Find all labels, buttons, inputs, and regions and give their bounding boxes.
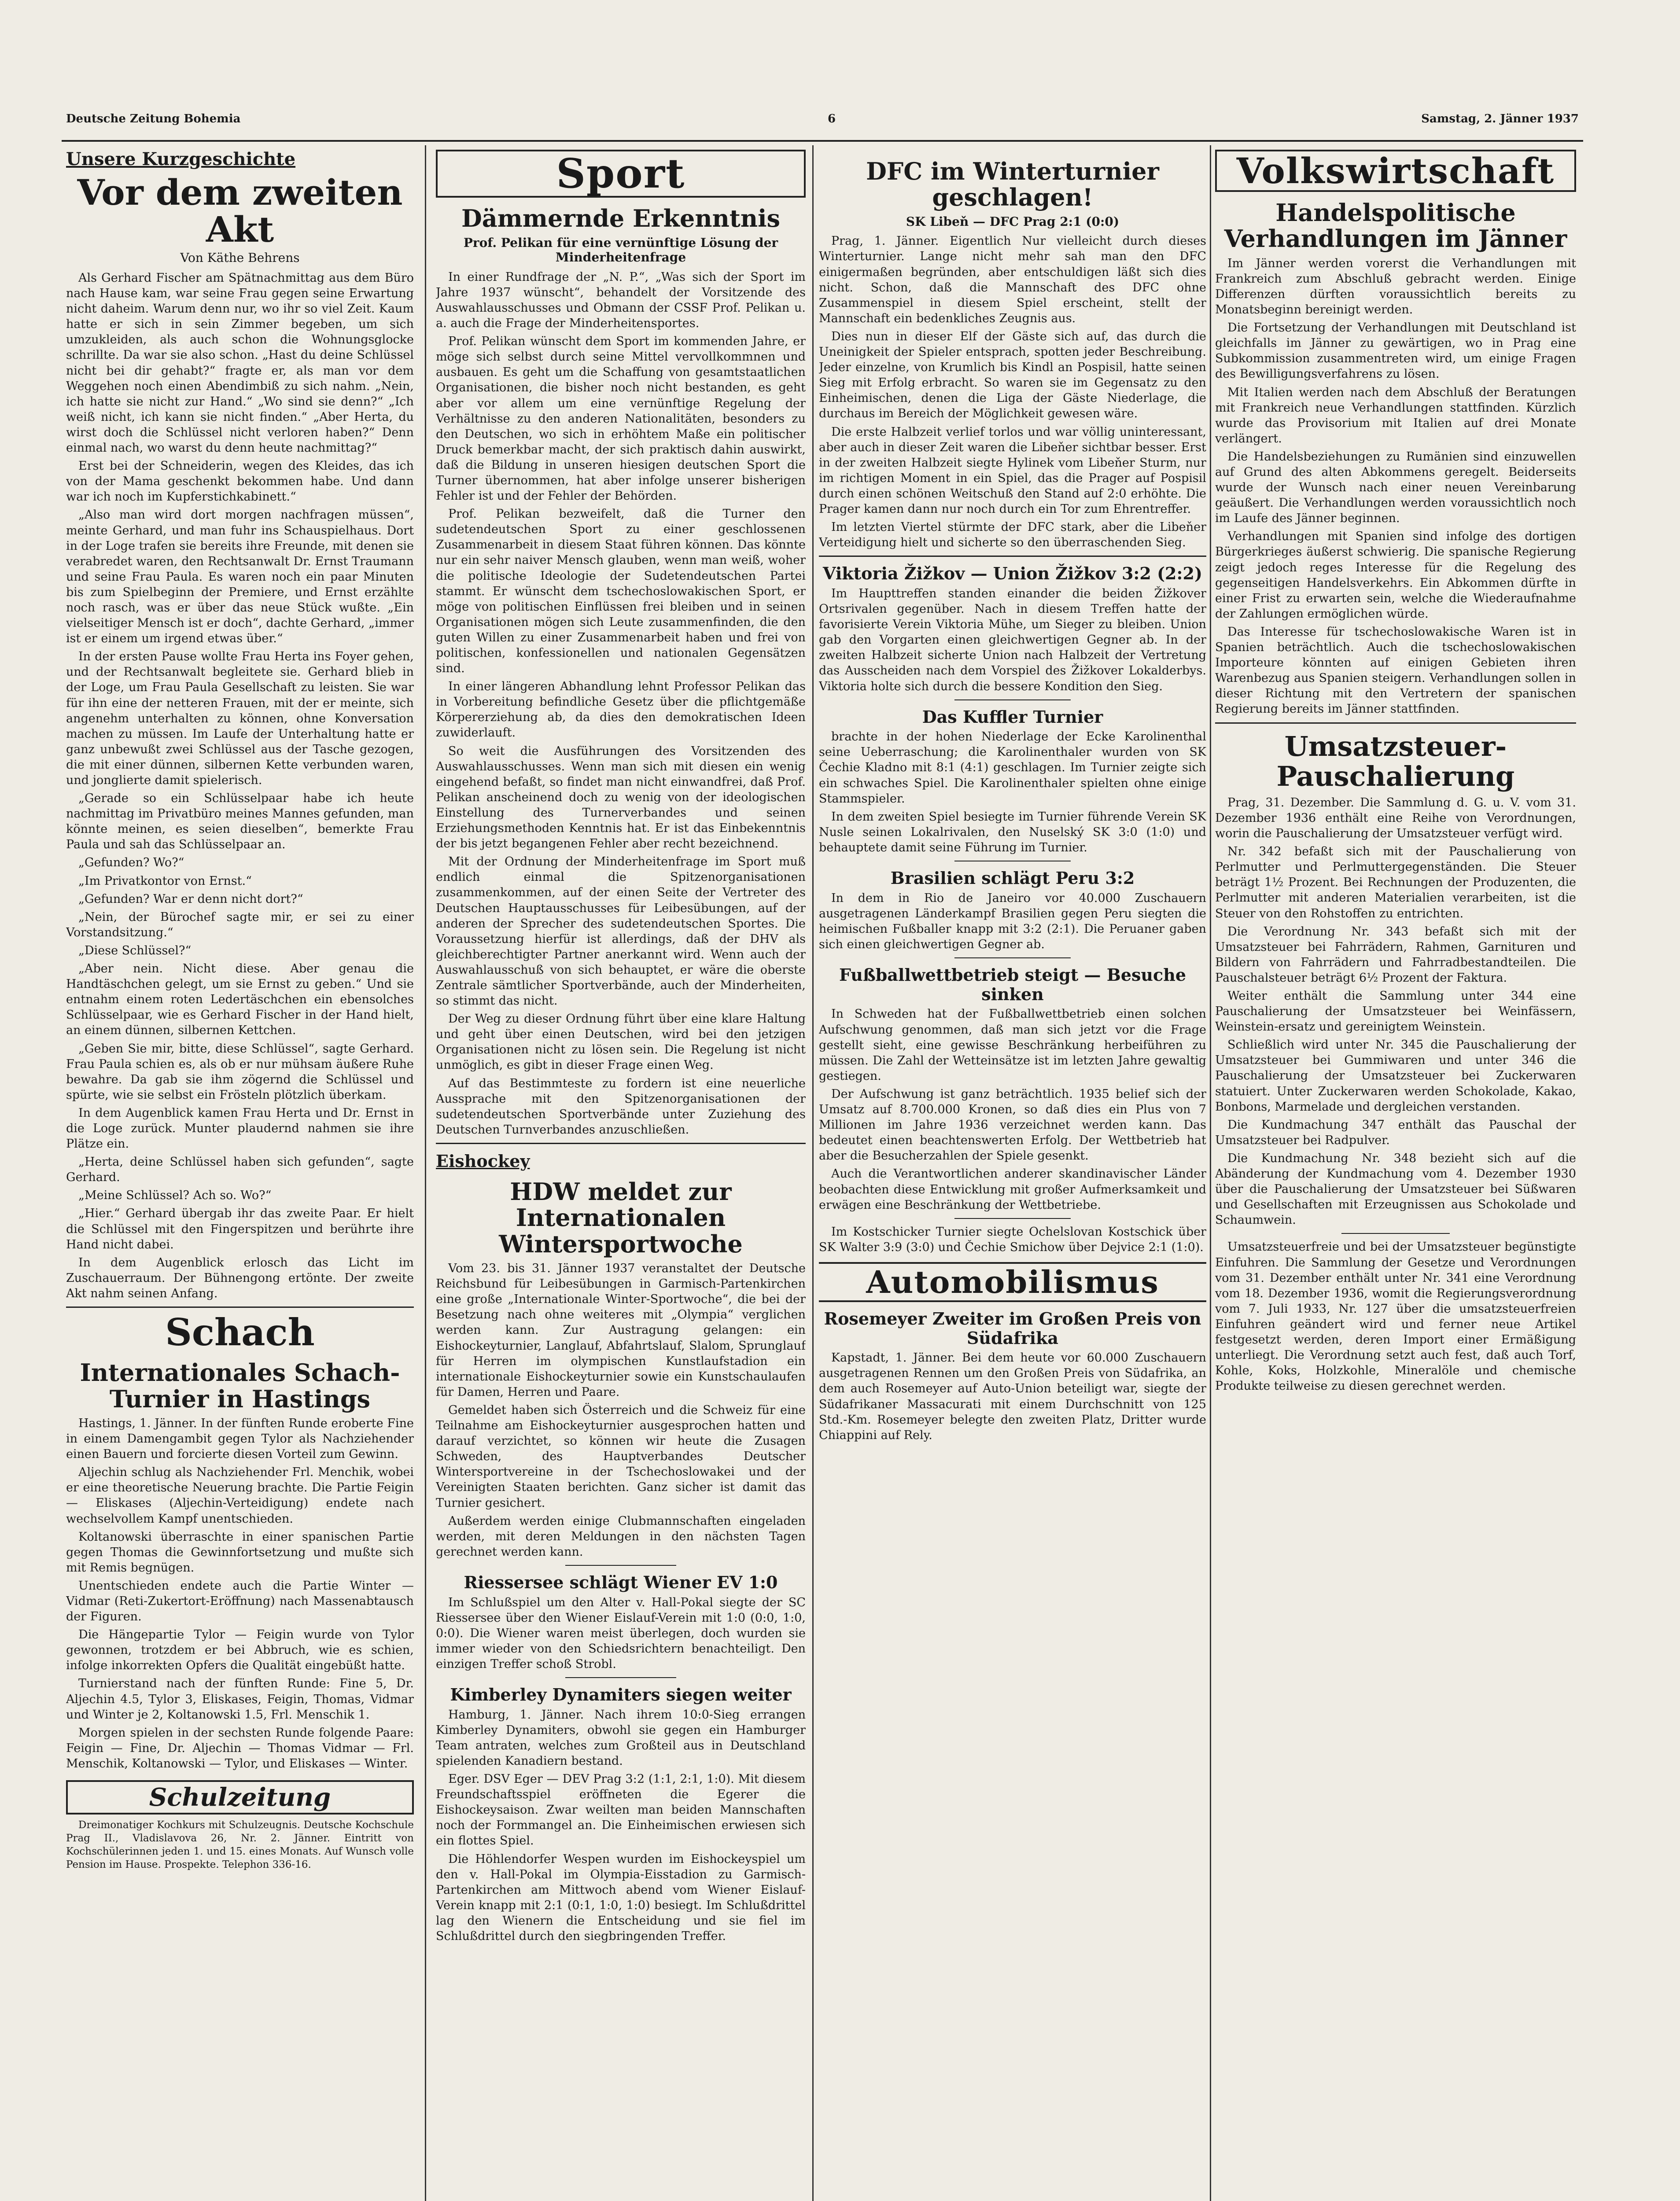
story-paragraph: In der ersten Pause wollte Frau Herta ins Foyer gehen, und der Rechtsanwalt begleitete sie. Gerhard blieb in der Loge, um Frau Paula Gesellschaft zu leisten. Sie war für ihn eine der netteren Frauen, mit der er meinte, sich angenehm unterhalten zu können, ohne Konversation machen zu müssen. Im Laufe der Unterhaltung hatte er ganz unbewußt zwei Schlüssel aus der Tasche gezogen, die mit einer dünnen, silbernen Kette verbunden waren, und jonglierte damit spielerisch.	[66, 650, 414, 787]
article-paragraph: Die Handelsbeziehungen zu Rumänien sind einzuwellen auf Grund des alten Abkommens geregelt. Beiderseits wurde der Wunsch nach einer neuen Vereinbarung geäußert. Die Verhandlungen werden voraussichtlich noch im Laufe des Jänner beginnen.	[1215, 449, 1576, 526]
header-date: Samstag, 2. Jänner 1937	[1421, 112, 1579, 125]
article-paragraph: Prof. Pelikan bezweifelt, daß die Turner den sudetendeutschen Sport zu einer geschlossenen Zusammenarbeit in diesem Staat führen können. Das könnte nur ein sehr naiver Mensch glauben, wenn man weiß, woher die politische Ideologie der Sudetendeutschen Partei stammt. Er wünscht dem tschechoslowakischen Sport, er möge von politischen Einflüssen frei bleiben und in seinen Organisationen mögen sich Leute zusammenfinden, die den guten Willen zu einer Zusammenarbeit haben und frei von politischen, konfessionellen und nationalen Gegensätzen sind.	[436, 507, 806, 676]
story-paragraph: Als Gerhard Fischer am Spätnachmittag aus dem Büro nach Hause kam, war seine Frau gegen seine Erwartung nicht daheim. Warum denn nur, wo ihr so viel Zeit. Kaum hatte er sich in sein Zimmer begeben, um sich umzukleiden, als auch schon die Wohnungsglocke schrillte. Da war sie also schon. „Hast du deine Schlüssel nicht bei dir gehabt?“ fragte er, als man vor dem Weggehen noch einen Abendimbiß zu sich nahm. „Nein, ich hatte sie nicht zur Hand.“ „Wo sind sie denn?“ „Ich weiß nicht, ich kann sie nicht finden.“ „Aber Herta, du wirst doch die Schlüssel nicht verloren haben?“ Denn einmal nach, wo warst du denn heute nachmittag?“	[66, 271, 414, 455]
divider	[954, 699, 1071, 700]
article-paragraph: So weit die Ausführungen des Vorsitzenden des Auswahlausschusses. Wenn man sich mit diesen ein wenig eingehend befaßt, so findet man nicht einwandfrei, daß Prof. Pelikan anscheinend doch zu wenig von der ideologischen Einstellung des Turnerverbandes und seinen Erziehungsmethoden Kenntnis hat. Er ist das Einbekenntnis der bis jetzt begangenen Fehler aber recht bezeichnend.	[436, 744, 806, 851]
column-sport-1	[436, 145, 806, 2201]
chess-paragraph: Morgen spielen in der sechsten Runde folgende Paare: Feigin — Fine, Dr. Aljechin — Thomas Vidmar — Frl. Menschik, Koltanowski — Tylor, und Eliskases — Winter.	[66, 1726, 414, 1770]
article-paragraph: Umsatzsteuerfreie und bei der Umsatzsteuer begünstigte Einfuhren. Die Sammlung der Gesetze und Verordnungen vom 31. Dezember enthält unter Nr. 341 eine Verordnung vom 18. Dezember 1936, womit die Regierungsverordnung vom 7. Juli 1933, Nr. 127 über die umsatzsteuerfreien Einfuhren geändert wird und ferner neue Artikel festgesetzt werden, deren Import einer Ermäßigung unterliegt. Die Verordnung setzt auch fest, daß auch Torf, Kohle, Koks, Holzkohle, Mineralöle und chemische Produkte teilweise zu diesen gerechnet werden.	[1215, 1240, 1576, 1393]
article-paragraph: Die Kundmachung Nr. 348 bezieht sich auf die Abänderung der Kundmachung vom 4. Dezember 1930 über die Pauschalierung der Umsatzsteuer bei Süßwaren und Gesellschaften mit Erzeugnissen aus Schokolade und Schaumwein.	[1215, 1151, 1576, 1227]
article-paragraph: Im Jänner werden vorerst die Verhandlungen mit Frankreich zum Abschluß gebracht werden. Einige Differenzen dürften voraussichtlich bereits zu Monatsbeginn bereinigt werden.	[1215, 256, 1576, 317]
story-byline: Von Käthe Behrens	[180, 250, 300, 265]
article-paragraph: Vom 23. bis 31. Jänner 1937 veranstaltet der Deutsche Reichsbund für Leibesübungen in Garmisch-Partenkirchen eine große „Internationale Winter-Sportwoche“, die bei der Besetzung nach ohne weiteres mit „Olympia“ verglichen werden kann. Zur Austragung gelangen: ein Eishockeyturnier, Langlauf, Abfahrtslauf, Slalom, Sprunglauf für Herren im olympischen Kunstlaufstadion ein internationale Eishockeyturnier sowie ein Kunstschaulaufen für Damen, Herren und Paare.	[436, 1262, 806, 1399]
article-paragraph: In einer längeren Abhandlung lehnt Professor Pelikan das in Vorbereitung befindliche Gesetz über die pflichtgemäße Körpererziehung ab, da dies den demokratischen Ideen zuwiderlauft.	[436, 680, 806, 740]
column-sport-2	[819, 145, 1206, 2201]
story-paragraph: Erst bei der Schneiderin, wegen des Kleides, das ich von der Mama geschenkt bekommen habe. Und dann war ich noch im Kupferstichkabinett.“	[66, 459, 414, 504]
article-paragraph: Die erste Halbzeit verlief torlos und war völlig uninteressant, aber auch in dieser Zeit waren die Libeňer sichtbar besser. Erst in der zweiten Halbzeit siegte Hylinek vom Libeňer Sturm, nur im richtigen Moment in ein Spiel, das die Prager auf Pospisil durch einen schönen Weitschuß den Stand auf 2:0 erhöhte. Die Prager kamen dann nur noch durch ein Tor zum Ehrentreffer.	[819, 425, 1206, 516]
article-paragraph: Im Kostschicker Turnier siegte Ochelslovan Kostschick über SK Walter 3:9 (3:0) und Čechie Smichow über Dejvice 2:1 (1:0).	[819, 1225, 1206, 1254]
article-paragraph: Hamburg, 1. Jänner. Nach ihrem 10:0-Sieg errangen Kimberley Dynamiters, obwohl sie gegen ein Hamburger Team antraten, welches zum Großteil aus in Deutschland spielenden Kanadiern bestand.	[436, 1708, 806, 1768]
article-title: Kimberley Dynamiters siegen weiter	[450, 1685, 792, 1705]
article-paragraph: In dem zweiten Spiel besiegte im Turnier führende Verein SK Nusle seinen Lokalrivalen, den Nuselský SK 3:0 (1:0) und behauptete damit seine Führung im Turnier.	[819, 810, 1206, 854]
article-paragraph: Im letzten Viertel stürmte der DFC stark, aber die Libeňer Verteidigung hielt und sicherte so den überraschenden Sieg.	[819, 520, 1206, 550]
ice-hockey-kicker: Eishockey	[436, 1151, 530, 1171]
article-subtitle: SK Libeň — DFC Prag 2:1 (0:0)	[906, 214, 1120, 229]
section-divider	[819, 556, 1206, 557]
chess-paragraph: Koltanowski überraschte in einer spanischen Partie gegen Thomas die Gewinnfortsetzung und mußte sich mit Remis begnügen.	[66, 1530, 414, 1575]
sport-section-heading: Sport	[436, 150, 806, 198]
article-paragraph: Weiter enthält die Sammlung unter 344 eine Pauschalierung der Umsatzsteuer bei Weinfässern, Weinstein-ersatz und gereinigtem Weinstein.	[1215, 989, 1576, 1034]
article-paragraph: Prag, 31. Dezember. Die Sammlung d. G. u. V. vom 31. Dezember 1936 enthält eine Reihe von Verordnungen, worin die Pauschalierung der Umsatzsteuer verfügt wird.	[1215, 795, 1576, 841]
header-page-number: 6	[828, 112, 836, 125]
story-paragraph: „Gerade so ein Schlüsselpaar habe ich heute nachmittag im Privatbüro meines Mannes gefunden, man könnte meinen, es seien dieselben“, bemerkte Frau Paula und sah das Schlüsselpaar an.	[66, 791, 414, 852]
header-rule	[62, 140, 1583, 142]
story-title: Vor dem zweiten Akt	[77, 172, 403, 250]
article-title: Riessersee schlägt Wiener EV 1:0	[464, 1572, 778, 1592]
article-paragraph: Mit Italien werden nach dem Abschluß der Beratungen mit Frankreich neue Verhandlungen stattfinden. Kürzlich wurde das Provisorium mit Italien auf drei Monate verlängert.	[1215, 385, 1576, 445]
article-paragraph: Das Interesse für tschechoslowakische Waren ist in Spanien beträchtlich. Auch die tschechoslowakischen Importeure könnten auf einigen Gebieten ihren Warenbezug aus Spanien steigern. Verhandlungen sollen in dieser Richtung mit den Vertretern der spanischen Regierung bereits im Jänner stattfinden.	[1215, 625, 1576, 716]
article-paragraph: brachte in der hohen Niederlage der Ecke Karolinenthal seine Ueberraschung; die Karolinenthaler wurden von SK Čechie Kladno mit 8:1 (4:1) geschlagen. Im Turnier zeigte sich ein schwaches Spiel. Die Karolinenthaler spielten ohne einige Stammspieler.	[819, 730, 1206, 806]
chess-section-heading: Schach	[165, 1310, 315, 1354]
running-header	[66, 112, 1579, 130]
article-title: Umsatzsteuer-Pauschalierung	[1276, 730, 1515, 792]
story-paragraph: „Meine Schlüssel? Ach so. Wo?“	[78, 1189, 272, 1203]
article-paragraph: In einer Rundfrage der „N. P.“, „Was sich der Sport im Jahre 1937 wünscht“, behandelt der Vorsitzende des Auswahlausschusses und Obmann der CSSF Prof. Pelikan u. a. auch die Frage der Minderheitensportes.	[436, 270, 806, 331]
chess-paragraph: Hastings, 1. Jänner. In der fünften Runde eroberte Fine in einem Damengambit gegen Tylor als Nachziehender einen Bauern und forcierte diesen Vorteil zum Gewinn.	[66, 1416, 414, 1461]
school-notice: Dreimonatiger Kochkurs mit Schulzeugnis. Deutsche Kochschule Prag II., Vladislavova 26, Nr. 2. Jänner. Eintritt von Kochschülerinnen jeden 1. und 15. eines Monats. Auf Wunsch volle Pension im Hause. Prospekte. Telephon 336-16.	[66, 1819, 414, 1870]
story-paragraph: „Nein, der Bürochef sagte mir, er sei zu einer Vorstandsitzung.“	[66, 910, 414, 939]
column-story	[66, 145, 414, 2201]
chess-title: Internationales Schach-Turnier in Hastings	[80, 1358, 400, 1413]
article-title: Viktoria Žižkov — Union Žižkov 3:2 (2:2)	[823, 563, 1202, 584]
article-subtitle: Prof. Pelikan für eine vernünftige Lösung der Minderheitenfrage	[463, 235, 778, 265]
column-rule	[812, 145, 814, 2201]
article-paragraph: Mit der Ordnung der Minderheitenfrage im Sport muß endlich einmal die Spitzenorganisationen zusammenkommen, auf der einen Seite der Vertreter des Deutschen Hauptausschusses für Leibesübungen, auf der anderen der Sprecher des sudetendeutschen Sportes. Die Voraussetzung hierfür ist allerdings, daß der DHV als gleichberechtigter Partner anerkannt wird. Wenn auch der Auswahlausschuß von sich behauptet, er wäre die oberste Zentrale sämtlicher Sportverbände, auch der Minderheiten, so stimmt das nicht.	[436, 855, 806, 1008]
story-paragraph: In dem Augenblick kamen Frau Herta und Dr. Ernst in die Loge zurück. Munter plaudernd nahmen sie ihre Plätze ein.	[66, 1106, 414, 1151]
article-paragraph: Gemeldet haben sich Österreich und die Schweiz für eine Teilnahme am Eishockeyturnier ausgesprochen hatten und darauf verzichtet, so können wir heute die Zusagen Schweden, des Hauptverbandes Deutscher Wintersportvereine in der Tschechoslowakei und der Vereinigten Staaten berichten. Ganz sicher ist damit das Turnier gesichert.	[436, 1403, 806, 1510]
article-title: HDW meldet zur Internationalen Wintersportwoche	[499, 1177, 743, 1258]
story-paragraph: „Herta, deine Schlüssel haben sich gefunden“, sagte Gerhard.	[66, 1155, 414, 1185]
article-paragraph: Prag, 1. Jänner. Eigentlich Nur vielleicht durch dieses Winterturnier. Lange nicht mehr sah man den DFC einigermaßen begründen, aber entschuldigen läßt sich dies nicht. Schon, daß die Mannschaft des DFC ohne Zusammenspiel in diesem Spiel erscheint, stellt der Mannschaft ein bedenkliches Zeugnis aus.	[819, 234, 1206, 325]
article-paragraph: Nr. 342 befaßt sich mit der Pauschalierung von Perlmutter und Perlmuttergegenständen. Die Steuer beträgt 1½ Prozent. Bei Rechnungen der Produzenten, die Perlmutter mit anderen Materialien verarbeiten, ist die Steuer von den Rohstoffen zu entrichten.	[1215, 845, 1576, 920]
divider	[1341, 1233, 1450, 1234]
chess-paragraph: Unentschieden endete auch die Partie Winter — Vidmar (Reti-Zukertort-Eröffnung) nach Massenabtausch der Figuren.	[66, 1579, 414, 1624]
article-title: Dämmernde Erkenntnis	[461, 204, 781, 233]
article-title: Das Kuffler Turnier	[922, 707, 1103, 727]
story-paragraph: „Im Privatkontor von Ernst.“	[78, 874, 252, 888]
story-paragraph: „Gefunden? War er denn nicht dort?“	[78, 892, 303, 906]
article-paragraph: Außerdem werden einige Clubmannschaften eingeladen werden, mit deren Meldungen in den nächsten Tagen gerechnet werden kann.	[436, 1514, 806, 1559]
story-paragraph: „Gefunden? Wo?“	[78, 856, 184, 870]
story-paragraph: „Aber nein. Nicht diese. Aber genau die Handtäschchen gelegt, um sie Ernst zu geben.“ Und sie entnahm einem roten Ledertäschchen ein ebensolches Schlüsselpaar, wie es Gerhard Fischer in der Hand hielt, an einem dünnen, silbernen Kettchen.	[66, 962, 414, 1038]
article-title: Handelspolitische Verhandlungen im Jänner	[1224, 199, 1567, 253]
economy-section-heading: Volkswirtschaft	[1215, 150, 1576, 192]
column-rule	[425, 145, 426, 2201]
article-paragraph: Schließlich wird unter Nr. 345 die Pauschalierung der Umsatzsteuer bei Gummiwaren und unter 346 die Pauschalierung der Umsatzsteuer bei Zuckerwaren statuiert. Unter Zuckerwaren werden Schokolade, Kakao, Bonbons, Marmelade und dergleichen verstanden.	[1215, 1038, 1576, 1114]
story-paragraph: „Also man wird dort morgen nachfragen müssen“, meinte Gerhard, und man fuhr ins Schauspielhaus. Dort in der Loge trafen sie bereits ihre Freunde, mit denen sie verabredet waren, den Rechtsanwalt Dr. Ernst Traumann und seine Frau Paula. Es waren noch ein paar Minuten bis zum Spielbeginn der Premiere, und Ernst erzählte noch rasch, was er über das neue Stück wußte. „Ein vielseitiger Mensch ist er doch“, dachte Gerhard, „immer ist er einem um irgend etwas über.“	[66, 508, 414, 646]
article-paragraph: Verhandlungen mit Spanien sind infolge des dortigen Bürgerkrieges äußerst schwierig. Die spanische Regierung zeigt jedoch reges Interesse für die Regelung des gegenseitigen Handelsverkehrs. Ein Abkommen dürfte in einer Frist zu erwarten sein, welche die Wiederaufnahme der Zahlungen ermöglichen würde.	[1215, 530, 1576, 621]
divider	[954, 957, 1071, 958]
story-paragraph: In dem Augenblick erlosch das Licht im Zuschauerraum. Der Bühnengong ertönte. Der zweite Akt nahm seinen Anfang.	[66, 1255, 414, 1300]
article-paragraph: Eger. DSV Eger — DEV Prag 3:2 (1:1, 2:1, 1:0). Mit diesem Freundschaftsspiel eröffneten die Egerer die Eishockeysaison. Zwar weilten man beiden Mannschaften noch der Formmangel an. Die Einheimischen erwiesen sich ein flottes Spiel.	[436, 1772, 806, 1848]
article-paragraph: Die Verordnung Nr. 343 befaßt sich mit der Umsatzsteuer bei Fahrrädern, Rahmen, Garnituren und Bildern von Fahrrädern und Fahrradbestandteilen. Die Pauschalsteuer beträgt 6½ Prozent der Faktura.	[1215, 924, 1576, 985]
article-paragraph: Auch die Verantwortlichen anderer skandinavischer Länder beobachten diese Entwicklung mit großer Aufmerksamkeit und erwägen eine Beschränkung der Wettbetriebe.	[819, 1167, 1206, 1212]
article-paragraph: Die Kundmachung 347 enthält das Pauschal der Umsatzsteuer bei Radpulver.	[1215, 1118, 1576, 1147]
chess-paragraph: Turnierstand nach der fünften Runde: Fine 5, Dr. Aljechin 4.5, Tylor 3, Eliskases, Feigin, Thomas, Vidmar und Winter je 2, Koltanowski 1.5, Frl. Menschik 1.	[66, 1677, 414, 1722]
article-paragraph: Im Haupttreffen standen einander die beiden Žižkover Ortsrivalen gegenüber. Nach in diesem Treffen hatte der favorisierte Verein Viktoria Mühe, um Sieger zu bleiben. Union gab den Vorgarten einen gleichwertigen Gegner ab. In der zweiten Halbzeit sicherte Union nach Halbzeit der Vertretung das Ausscheiden nach dem Vorspiel des Žižkover Lokalderbys. Viktoria holte sich durch die bessere Kondition den Sieg.	[819, 586, 1206, 693]
section-divider	[1215, 722, 1576, 724]
article-paragraph: Die Fortsetzung der Verhandlungen mit Deutschland ist gleichfalls im Jänner zu gewärtigen, wo in Prag eine Subkommission zusammentreten wird, um einige Fragen des Bewilligungsverfahrens zu lösen.	[1215, 321, 1576, 381]
article-paragraph: Kapstadt, 1. Jänner. Bei dem heute vor 60.000 Zuschauern ausgetragenen Rennen um den Großen Preis von Südafrika, an dem auch Rosemeyer auf Auto-Union beteiligt war, siegte der Südafrikaner Massacurati mit einem Durchschnitt von 125 Std.-Km. Rosemeyer belegte den zweiten Platz, Dritter wurde Chiappini auf Rely.	[819, 1351, 1206, 1442]
article-paragraph: In Schweden hat der Fußballwettbetrieb einen solchen Aufschwung genommen, daß man sich jetzt vor die Frage gestellt sieht, eine gewisse Beschränkung herbeiführen zu müssen. Die Zahl der Wetteinsätze ist im letzten Jahre gewaltig gestiegen.	[819, 1007, 1206, 1083]
story-paragraph: „Geben Sie mir, bitte, diese Schlüssel“, sagte Gerhard. Frau Paula schien es, als ob er nur mühsam äußere Ruhe bewahre. Da gab sie ihm zögernd die Schlüssel und spürte, wie sie selbst ein Frösteln plötzlich überkam.	[66, 1042, 414, 1102]
story-paragraph: „Hier.“ Gerhard übergab ihr das zweite Paar. Er hielt die Schlüssel mit den Fingerspitzen und berührte ihre Hand nicht dabei.	[66, 1207, 414, 1251]
article-title: DFC im Winterturnier geschlagen!	[866, 157, 1159, 212]
column-rule	[1210, 145, 1211, 2201]
header-paper-name: Deutsche Zeitung Bohemia	[66, 112, 241, 125]
column-economy	[1215, 145, 1576, 2201]
divider	[565, 1565, 676, 1566]
article-paragraph: Der Aufschwung ist ganz beträchtlich. 1935 belief sich der Umsatz auf 8.700.000 Kronen, so daß dies ein Plus von 7 Millionen im Jahre 1936 verzeichnet werden kann. Das bedeutet einen beachtenswerten Erfolg. Der Wettbetrieb hat aber die Besucherzahlen der Spiele gesenkt.	[819, 1087, 1206, 1163]
article-title: Rosemeyer Zweiter im Großen Preis von Südafrika	[824, 1308, 1201, 1348]
divider	[954, 1218, 1071, 1219]
school-section-heading: Schulzeitung	[66, 1780, 414, 1815]
story-paragraph: „Diese Schlüssel?“	[78, 943, 192, 957]
article-paragraph: Auf das Bestimmteste zu fordern ist eine neuerliche Aussprache mit den Spitzenorganisationen der sudetendeutschen Sportverbände unter Zuziehung des Deutschen Turnverbandes anzuschließen.	[436, 1076, 806, 1137]
article-paragraph: Die Höhlendorfer Wespen wurden im Eishockeyspiel um den v. Hall-Pokal im Olympia-Eisstadion zu Garmisch-Partenkirchen am Mittwoch abend vom Wiener Eislauf-Verein knapp mit 2:1 (0:1, 1:0, 1:0) besiegt. Im Schlußdrittel lag den Wienern die Entscheidung und sie fiel im Schlußdrittel durch den siegbringenden Treffer.	[436, 1852, 806, 1943]
article-title: Brasilien schlägt Peru 3:2	[890, 868, 1135, 888]
story-kicker: Unsere Kurzgeschichte	[66, 149, 296, 169]
article-paragraph: In dem in Rio de Janeiro vor 40.000 Zuschauern ausgetragenen Länderkampf Brasilien gegen Peru siegten die heimischen Fußballer knapp mit 3:2 (2:1). Die Peruaner gaben sich einen gleichwertigen Gegner ab.	[819, 891, 1206, 951]
divider	[565, 1677, 676, 1678]
article-paragraph: Im Schlußspiel um den Alter v. Hall-Pokal siegte der SC Riessersee über den Wiener Eislauf-Verein mit 1:0 (0:0, 1:0, 0:0). Die Wiener waren meist überlegen, doch wurden sie immer wieder von den Schiedsrichtern benachteiligt. Den einzigen Treffer schoß Strobl.	[436, 1595, 806, 1671]
section-divider	[66, 1307, 414, 1308]
motorsport-section-heading: Automobilismus	[819, 1262, 1206, 1302]
article-paragraph: Prof. Pelikan wünscht dem Sport im kommenden Jahre, er möge sich selbst durch seine Mittel vervollkommnen und ausbauen. Es geht um die Schaffung von gesamtstaatlichen Organisationen, die bisher noch nicht bestanden, es geht aber vor allem um eine vernünftige Regelung der Verhältnisse zu den anderen Nationalitäten, besonders zu den Deutschen, wo sich in erhöhtem Maße ein politischer Druck bemerkbar macht, der sich praktisch dahin auswirkt, daß die Bildung in unseren hiesigen deutschen Sport die Turner übernommen, hat aber infolge unserer bisherigen Fehler ist und der Fehler der Behörden.	[436, 335, 806, 503]
section-divider	[436, 1143, 806, 1144]
chess-paragraph: Aljechin schlug als Nachziehender Frl. Menchik, wobei er eine theoretische Neuerung brachte. Die Partie Feigin — Eliskases (Aljechin-Verteidigung) endete nach wechselvollem Kampf unentschieden.	[66, 1465, 414, 1526]
chess-paragraph: Die Hängepartie Tylor — Feigin wurde von Tylor gewonnen, trotzdem er bei Abbruch, wie es schien, infolge inkorrekten Opfers die Qualität eingebüßt hatte.	[66, 1628, 414, 1673]
article-paragraph: Dies nun in dieser Elf der Gäste sich auf, das durch die Uneinigkeit der Spieler entsprach, spotten jeder Beschreibung. Jeder einzelne, von Krumlich bis Kindl an Pospisil, hatte seinen Sieg mit Erfolg erbracht. So waren sie im Gegensatz zu den Einheimischen, denen die Liga der Gäste Niederlage, die durchaus im Bereich der Möglichkeit gewesen wäre.	[819, 329, 1206, 421]
article-title: Fußballwettbetrieb steigt — Besuche sinken	[839, 965, 1186, 1004]
article-paragraph: Der Weg zu dieser Ordnung führt über eine klare Haltung und geht über einen Deutschen, wird bei den jetzigen Organisationen nicht zu lösen sein. Die Regelung ist nicht unmöglich, es gibt in dieser Frage einen Weg.	[436, 1012, 806, 1072]
